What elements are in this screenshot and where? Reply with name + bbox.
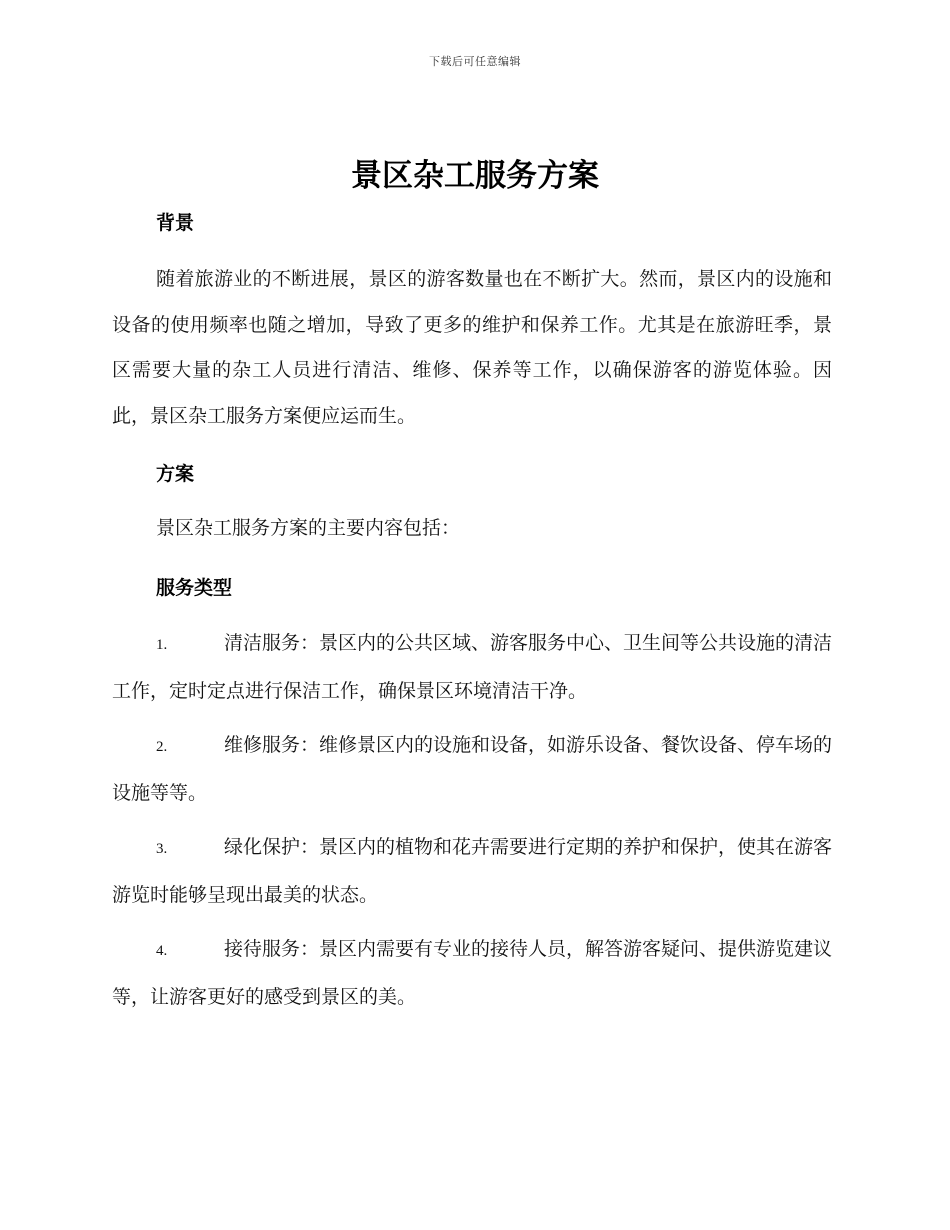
list-item <box>112 723 832 816</box>
paragraph-plan-intro: 景区杂工服务方案的主要内容包括： <box>156 517 461 539</box>
list-item-text: 接待服务：景区内需要有专业的接待人员，解答游客疑问、提供游览建议等，让游客更好的感受到景区的美。 <box>112 938 833 1008</box>
list-item-number: 2. <box>156 739 168 755</box>
list-item <box>112 621 832 714</box>
list-item <box>112 825 832 918</box>
paragraph-background: 随着旅游业的不断进展，景区的游客数量也在不断扩大。然而，景区内的设施和设备的使用频率也随之增加，导致了更多的维护和保养工作。尤其是在旅游旺季，景区需要大量的杂工人员进行清洁、维修、保养等工作，以确保游客的游览体验。因此，景区杂工服务方案便应运而生。 <box>112 268 832 427</box>
list-item-text: 绿化保护：景区内的植物和花卉需要进行定期的养护和保护，使其在游客游览时能够呈现出最美的状态。 <box>112 836 833 906</box>
heading-background: 背景 <box>156 212 195 234</box>
document-title: 景区杂工服务方案 <box>351 158 599 194</box>
list-item-number: 3. <box>156 841 168 857</box>
list-item-number: 1. <box>156 637 168 653</box>
list-item-text: 维修服务：维修景区内的设施和设备，如游乐设备、餐饮设备、停车场的设施等等。 <box>112 734 833 804</box>
heading-plan: 方案 <box>156 463 195 485</box>
list-item-text: 清洁服务：景区内的公共区域、游客服务中心、卫生间等公共设施的清洁工作，定时定点进行保洁工作，确保景区环境清洁干净。 <box>112 632 833 702</box>
heading-service-types: 服务类型 <box>156 577 233 599</box>
list-item-number: 4. <box>156 943 168 959</box>
header-note: 下载后可任意编辑 <box>429 55 521 68</box>
list-item <box>112 927 832 1020</box>
